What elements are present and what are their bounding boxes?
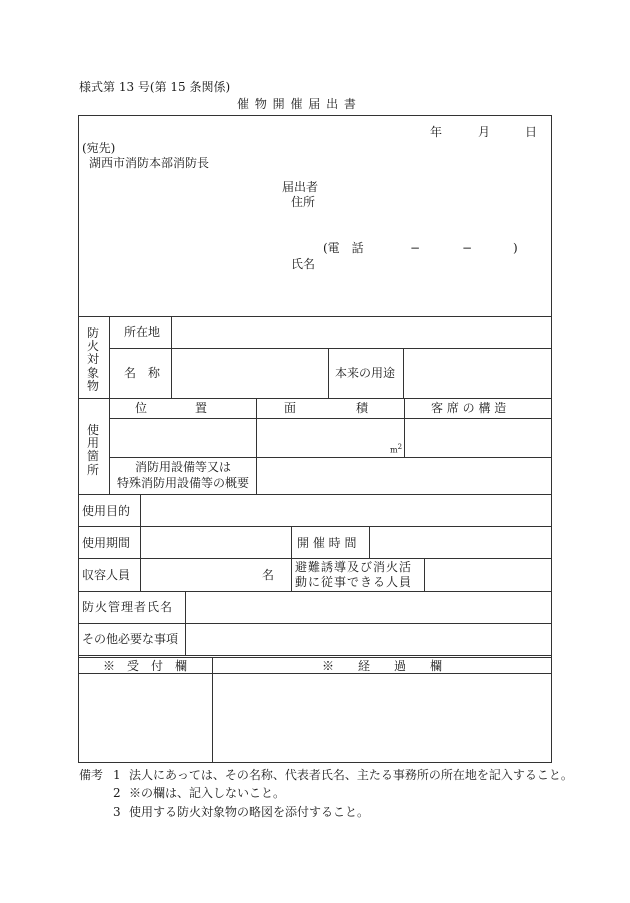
- addressee-prefix: (宛先): [82, 141, 116, 155]
- capacity-label: 収容人員: [82, 568, 131, 582]
- location-label: 所在地: [124, 325, 161, 339]
- phone-close: ): [513, 241, 518, 255]
- applicant-label: 届出者: [282, 180, 319, 194]
- purpose-label: 使用目的: [82, 504, 131, 518]
- position-header: 位 置: [135, 401, 208, 415]
- note-3-number: 3: [113, 805, 121, 819]
- reception-header: ※ 受 付 欄: [102, 659, 187, 673]
- phone-dash-2: −: [462, 241, 473, 255]
- page-title: 催 物 開 催 届 出 書: [237, 97, 357, 111]
- day-label: 日: [525, 125, 538, 139]
- equipment-label-1: 消防用設備等又は: [134, 460, 231, 474]
- original-use-label: 本来の用途: [335, 366, 396, 380]
- evac-label-2: 動に従事できる人員: [295, 575, 413, 589]
- fire-manager-label: 防火管理者氏名: [82, 600, 174, 614]
- area-unit: $m^2$: [390, 443, 403, 455]
- area-header: 面 積: [284, 401, 369, 415]
- note-1-number: 1: [113, 768, 121, 782]
- year-label: 年: [430, 125, 443, 139]
- notes-label: 備考: [79, 768, 104, 782]
- note-1-text: 法人にあっては、その名称、代表者氏名、主たる事務所の所在地を記入すること。: [129, 768, 573, 782]
- usage-area-side-label: 使用箇所: [86, 423, 99, 477]
- hours-label: 開 催 時 間: [297, 536, 357, 550]
- phone-label: (電 話: [323, 241, 364, 255]
- fire-object-name-label: 名 称: [124, 366, 161, 380]
- month-label: 月: [478, 125, 491, 139]
- equipment-label-2: 特殊消防用設備等の概要: [116, 476, 249, 490]
- phone-dash-1: −: [410, 241, 421, 255]
- note-3-text: 使用する防火対象物の略図を添付すること。: [129, 805, 370, 819]
- addressee: 湖西市消防本部消防長: [89, 156, 210, 170]
- evac-label-1: 避難誘導及び消火活: [295, 560, 413, 574]
- fire-object-side-label: 防火対象物: [86, 326, 99, 393]
- persons-unit: 名: [262, 568, 275, 582]
- form-number: 様式第 13 号(第 15 条関係): [79, 80, 231, 94]
- address-label: 住所: [291, 195, 316, 209]
- note-2-text: ※の欄は、記入しないこと。: [129, 786, 286, 800]
- note-2-number: 2: [113, 786, 121, 800]
- other-label: その他必要な事項: [82, 632, 179, 646]
- seating-header: 客 席 の 構 造: [431, 401, 507, 415]
- name-label: 氏名: [291, 257, 316, 271]
- period-label: 使用期間: [82, 536, 131, 550]
- progress-header: ※ 経 過 欄: [321, 659, 442, 673]
